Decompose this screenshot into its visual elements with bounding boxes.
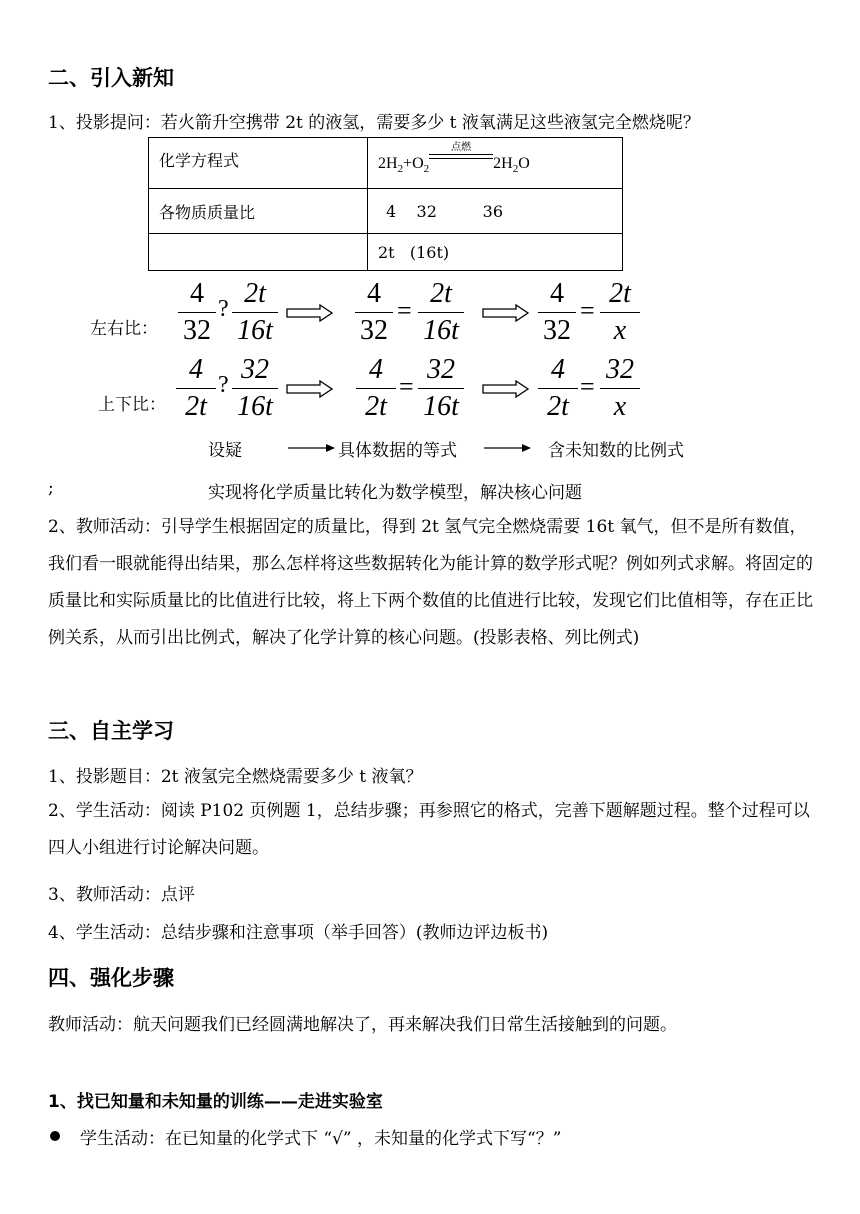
paragraph-student-summary: 4、学生活动：总结步骤和注意事项（举手回答）(教师边评边板书) [48, 923, 549, 943]
bullet-icon [50, 1131, 60, 1141]
sub-heading-training: 1、找已知量和未知量的训练——走进实验室 [48, 1092, 383, 1112]
fraction: 32 16t [418, 354, 464, 423]
paragraph-teacher-activity: 2、教师活动：引导学生根据固定的质量比，得到 2t 氢气完全燃烧需要 16t 氧气，但不是所有数值，我们看一眼就能得出结果，那么怎样将这些数据转化为能计算的数学形式呢？例如列式求解。将固定的质量比和实际质量比的比值进行比较，将上下两个数值的比值进行比较，发现它们比值相等，存在正比例关系，从而引出比例式，解决了化学计算的核心问题。(投影表格、列比例式) [48, 517, 813, 648]
paragraph-teacher-intro: 教师活动：航天问题我们已经圆满地解决了，再来解决我们日常生活接触到的问题。 [48, 1015, 677, 1035]
fraction: 2t x [600, 278, 640, 347]
paragraph-student-activity: 2、学生活动：阅读 P102 页例题 1，总结步骤；再参照它的格式，完善下题解题过程。整个过程可以四人小组进行讨论解决问题。 [48, 801, 810, 858]
table-cell-actual-mass: 2t (16t) [368, 234, 623, 271]
fraction: 4 32 [538, 278, 576, 347]
fraction: 32 x [600, 354, 640, 423]
fraction: 4 2t [356, 354, 396, 423]
equals-sign: = [580, 372, 595, 401]
question-mark: ? [218, 372, 229, 398]
fraction: 2t 16t [232, 278, 278, 347]
implies-arrow-icon [286, 304, 334, 322]
implies-arrow-icon [286, 380, 334, 398]
section-heading-2: 二、引入新知 [48, 66, 174, 90]
reaction-condition: 点燃 [429, 150, 493, 168]
section-heading-3: 三、自主学习 [48, 719, 174, 743]
table-cell-label: 化学方程式 [149, 138, 368, 189]
table-cell-empty [149, 234, 368, 271]
model-summary-line: 实现将化学质量比转化为数学模型，解决核心问题 [208, 483, 582, 503]
flow-step-doubt: 设疑 [208, 441, 242, 461]
table-cell-equation [368, 138, 623, 189]
fraction: 2t 16t [418, 278, 464, 347]
chemistry-table [148, 137, 623, 271]
implies-arrow-icon [482, 380, 530, 398]
bullet-student-activity: 学生活动：在已知量的化学式下 “√” ，未知量的化学式下写“？” [80, 1129, 562, 1149]
flow-step-proportion: 含未知数的比例式 [548, 441, 684, 461]
equals-sign: = [399, 372, 414, 401]
fraction: 32 16t [232, 354, 278, 423]
semicolon: ; [48, 478, 54, 498]
fraction: 4 2t [176, 354, 216, 423]
implies-arrow-icon [482, 304, 530, 322]
table-cell-mass-ratio: 4 32 36 [368, 189, 623, 234]
ratio-up-down-label: 上下比： [98, 395, 166, 415]
section-heading-4: 四、强化步骤 [48, 966, 174, 990]
chemical-equation: $2H_2+O_2$ 点燃 $2H_2O$ [378, 142, 530, 176]
paragraph-projection-question: 1、投影提问：若火箭升空携带 2t 的液氢，需要多少 t 液氧满足这些液氢完全燃烧呢？ [48, 113, 700, 133]
paragraph-projection-task: 1、投影题目：2t 液氢完全燃烧需要多少 t 液氧？ [48, 767, 423, 787]
flow-step-equation: 具体数据的等式 [338, 441, 457, 461]
arrow-right-icon [288, 442, 336, 454]
ratio-left-right-label: 左右比： [90, 319, 158, 339]
equals-sign: = [397, 296, 412, 325]
table-cell-label: 各物质质量比 [149, 189, 368, 234]
paragraph-teacher-comment: 3、教师活动：点评 [48, 885, 195, 905]
question-mark: ? [218, 296, 229, 322]
equals-sign: = [580, 296, 595, 325]
fraction: 4 32 [355, 278, 393, 347]
fraction: 4 2t [538, 354, 578, 423]
fraction: 4 32 [178, 278, 216, 347]
arrow-right-icon [484, 442, 532, 454]
